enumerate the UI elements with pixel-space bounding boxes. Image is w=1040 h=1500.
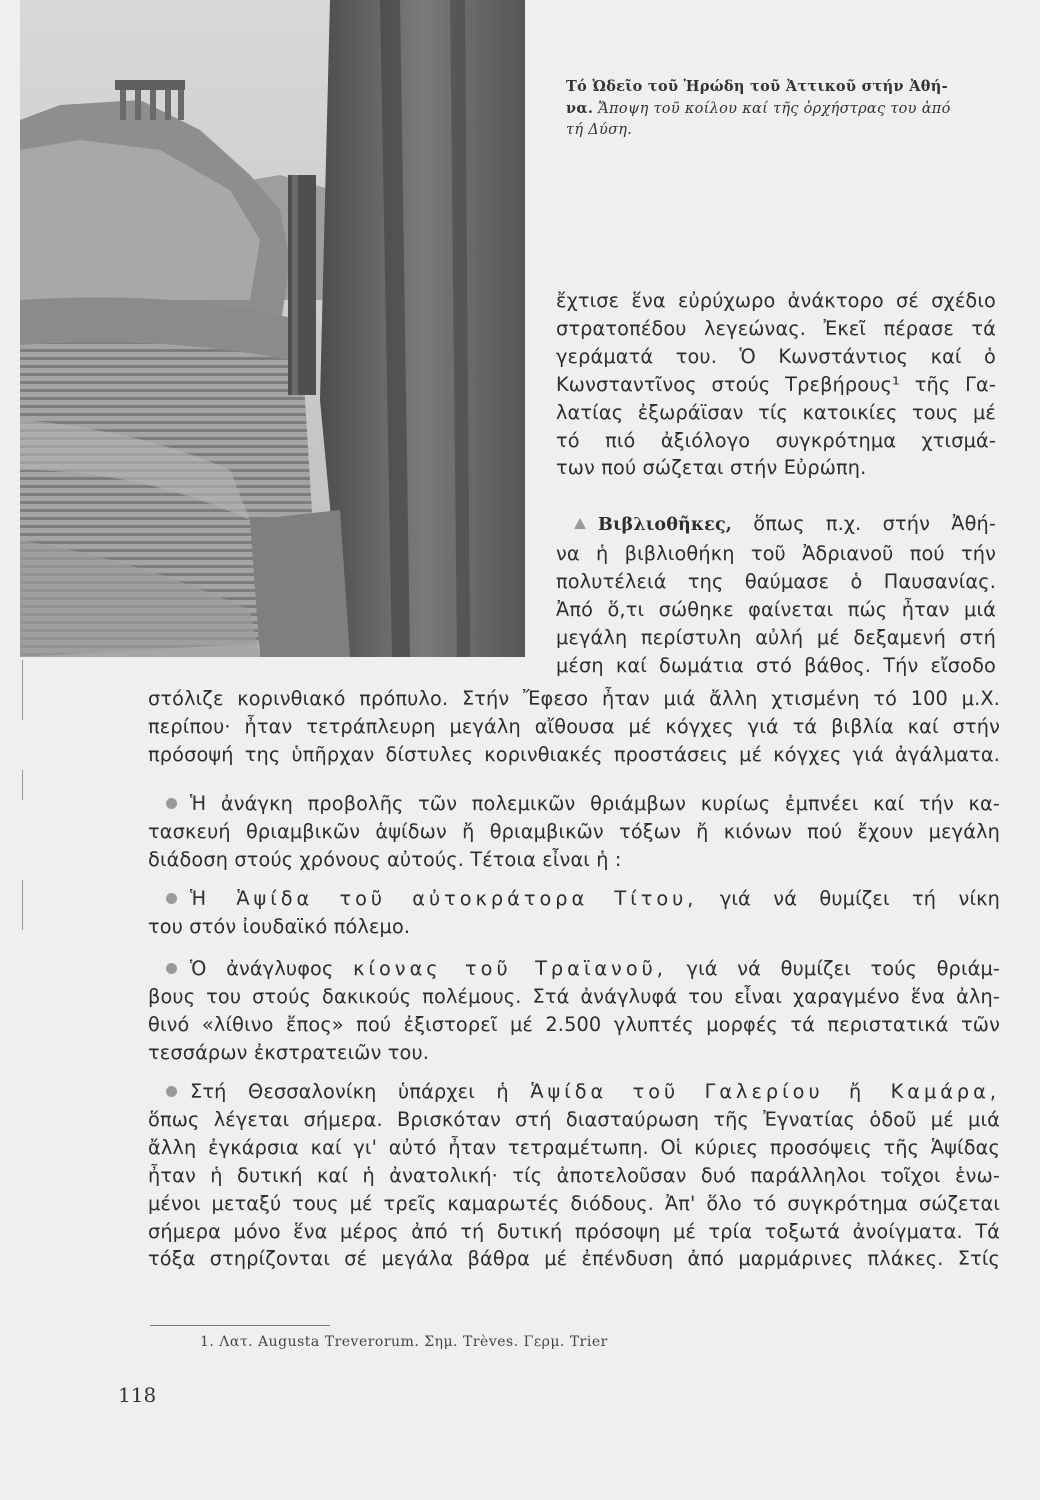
text-line: μέση καί δωμάτια στό βάθος. Τήν εἴσοδο [556,653,996,677]
text-line: ἔχτισε ἕνα εὐρύχωρο ἀνάκτορο σέ σχέδιο [556,289,996,312]
text-line: Ἡ ἀνάγκη προβολῆς τῶν πολεμικῶν θριάμβων κυρίως ἐμπνέει καί τήν κα- [190,792,1000,815]
text-line: ἦταν ἡ δυτική καί ἡ ἀνατολική· τίς ἀποτελοῦσαν δυό παράλληλοι τοῖχοι ἑνω- [148,1163,1000,1187]
text-line: γιά νά θυμίζει τή νίκη [719,887,1001,910]
text-line: τόξα στηρίζονται σέ μεγάλα βάθρα μέ ἐπένδυση ἀπό μαρμάρινες πλάκες. Στίς [148,1247,1000,1271]
text-line: Στή Θεσσαλονίκη ὑπάρχει ἡ [190,1080,509,1103]
text-line: τό πιό ἀξιόλογο συγκρότημα χτισμά- [556,428,996,452]
text-line: Ἀπό ὅ,τι σώθηκε φαίνεται πώς ἦταν μιά [556,597,996,621]
text-line: των πού σώζεται στήν Εὐρώπη. [556,456,867,480]
text-line: γεράματά του. Ὁ Κωνστάντιος καί ὁ [556,344,996,368]
bullet-icon [166,893,177,904]
trajan-column-name: κίονας τοῦ Τραϊανοῦ, [353,957,667,980]
titus-arch-name: Ἡ Ἁψίδα τοῦ αὐτοκράτορα Τίτου, [190,887,698,910]
text-line: βους του στούς δακικούς πολέμους. Στά ἀνάγλυφά του εἶναι χαραγμένο ἕνα ἀλη- [148,984,1000,1008]
text-line: πρόσοψή της ὑπῆρχαν δίστυλες κορινθιακές προστάσεις μέ κόγχες γιά ἀγάλματα. [148,742,1000,766]
caption-title: Τό Ὠδεῖο τοῦ Ἡρώδη τοῦ Ἀττικοῦ στήν Ἀθή- [566,78,948,95]
paragraph-titus [148,885,1000,941]
bullet-icon [166,1086,177,1097]
paragraph-galerius [148,1078,1000,1273]
text-line: Ὁ ἀνάγλυφος [190,957,334,980]
caption-title-end: να. [566,100,594,117]
margin-mark [22,770,23,800]
caption-text-2: τή Δύση. [566,122,633,138]
text-line: ὅπως λέγεται σήμερα. Βρισκόταν στή διασταύρωση τῆς Ἐγνατίας ὁδοῦ μέ μιά [148,1107,1000,1131]
margin-mark [22,880,23,930]
text-line: γιά νά θυμίζει τούς θριάμ- [686,957,1001,980]
text-line: ἄλλη ἐγκάρσια καί γι' αὐτό ἦταν τετραμέτωπη. Οἱ κύριες προσόψεις τῆς Ἁψίδας [148,1135,1000,1159]
text-line: μεγάλη περίστυλη αὐλή μέ δεξαμενή στή [556,625,996,649]
paragraph-libraries-cont [148,685,1000,769]
text-line: στρατοπέδου λεγεώνας. Ἐκεῖ πέρασε τά [556,316,996,340]
footnote-rule [150,1325,330,1326]
photo-caption [566,76,1006,141]
galerius-arch-name: Ἁψίδα τοῦ Γαλερίου ἤ Καμάρα, [530,1080,1000,1103]
text-line: Κωνσταντῖνος στούς Τρεβήρους¹ τῆς Γα- [556,372,996,396]
bullet-icon [166,963,177,974]
odeon-photograph [20,0,525,657]
text-line: του στόν ἰουδαϊκό πόλεμο. [148,914,411,938]
text-line: σήμερα μόνο ἕνα μέρος ἀπό τή δυτική πρόσοψη μέ τρία τοξωτά ἀνοίγματα. Τά [148,1219,1000,1243]
text-line: διάδοση στούς χρόνους αὐτούς. Τέτοια εἶναι ἡ : [148,847,622,871]
paragraph-palace [556,287,996,482]
odeon-photo-art [20,0,525,657]
triangle-marker-icon [574,518,586,529]
text-line: τασκευή θριαμβικῶν ἁψίδων ἤ θριαμβικῶν τόξων ἤ κιόνων πού ἔχουν μεγάλη [148,819,1000,843]
paragraph-triumphal [148,790,1000,874]
bullet-icon [166,798,177,809]
page-number: 118 [118,1383,157,1407]
paragraph-trajan [148,955,1000,1067]
text-line: τεσσάρων ἐκστρατειῶν του. [148,1040,430,1064]
margin-mark [22,660,23,720]
text-line: στόλιζε κορινθιακό πρόπυλο. Στήν Ἔφεσο ἦταν μιά ἄλλη χτισμένη τό 100 μ.Χ. [148,687,1000,710]
text-line: ὅπως π.χ. στήν Ἀθή- [753,512,996,535]
paragraph-libraries [556,510,996,679]
text-line: μένοι μεταξύ τους μέ τρεῖς καμαρωτές διόδους. Ἀπ' ὅλο τό συγκρότημα σώζεται [148,1191,1000,1215]
caption-text-1: Ἄποψη τοῦ κοίλου καί τῆς ὀρχήστρας του ἀπό [598,101,951,117]
text-line: πολυτέλειά της θαύμασε ὁ Παυσανίας. [556,569,996,593]
text-line: λατίας ἐξωράϊσαν τίς κατοικίες τους μέ [556,400,996,424]
footnote: 1. Λατ. Augusta Treverorum. Σημ. Trèves. Γερμ. Trier [200,1334,608,1350]
text-line: περίπου· ἦταν τετράπλευρη μεγάλη αἴθουσα μέ κόγχες γιά τά βιβλία καί στήν [148,714,1000,738]
text-line: θινό «λίθινο ἔπος» πού ἐξιστορεῖ μέ 2.500 γλυπτές μορφές τά περιστατικά τῶν [148,1012,1000,1036]
libraries-term: Βιβλιοθῆκες, [598,515,732,535]
text-line: να ἡ βιβλιοθήκη τοῦ Ἀδριανοῦ πού τήν [556,541,996,565]
